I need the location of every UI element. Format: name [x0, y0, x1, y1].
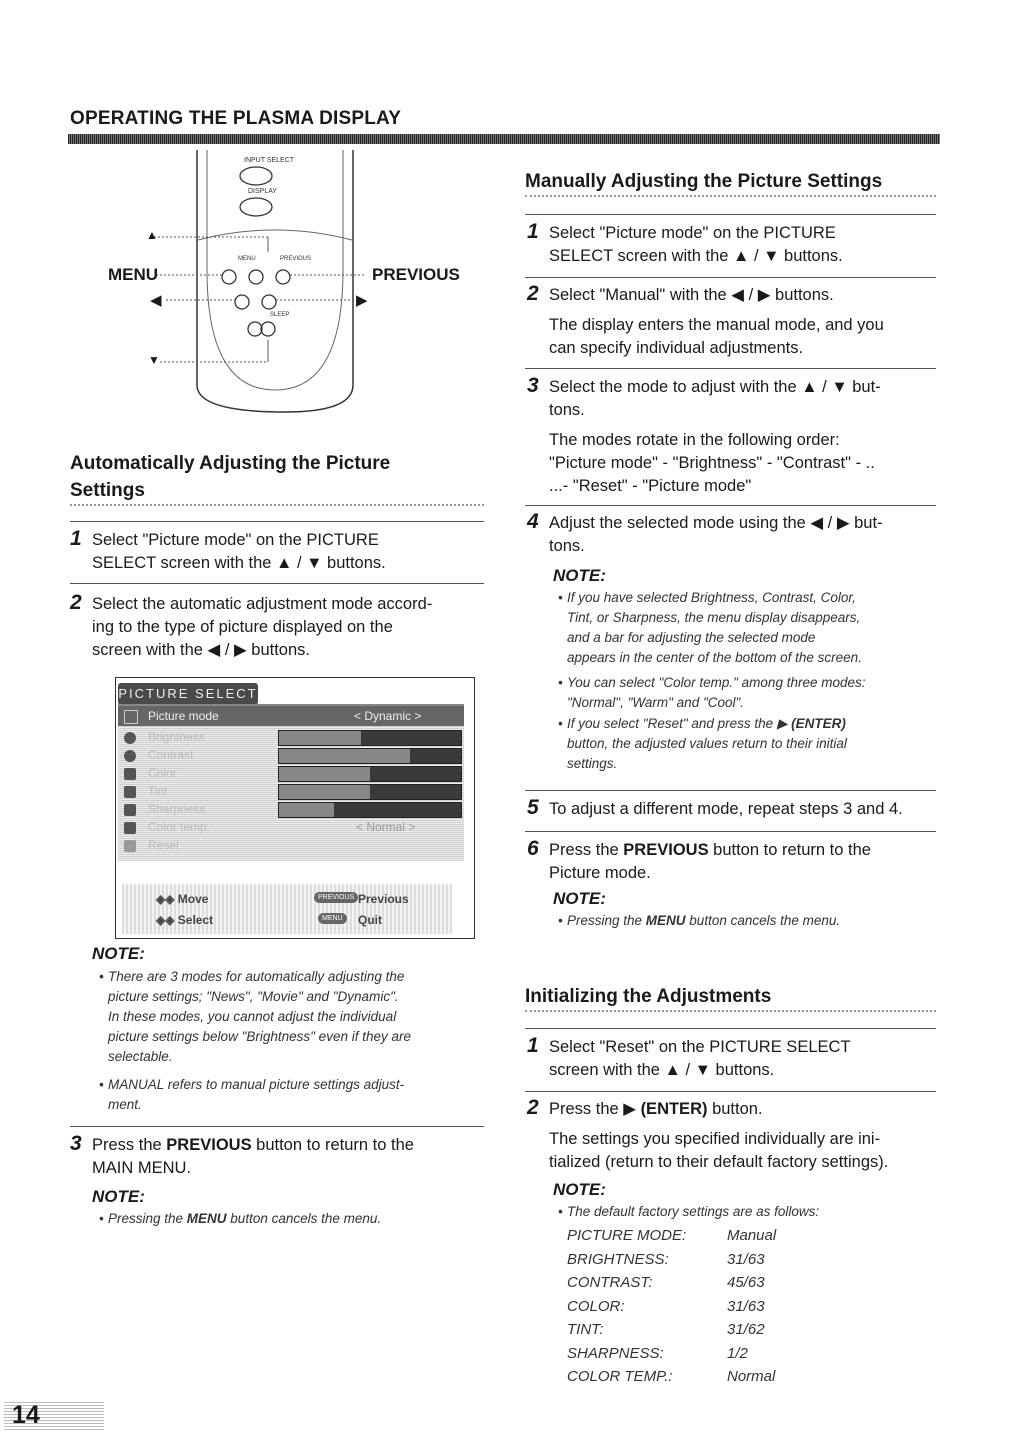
osd-row-color-temp: Color temp.: [148, 820, 211, 834]
note-line: Tint, or Sharpness, the menu display disappears,: [567, 610, 861, 625]
step-number: 2: [527, 1096, 539, 1119]
note-line: appears in the center of the bottom of the screen.: [567, 650, 862, 665]
arrow-up-icon: ▲: [146, 228, 158, 242]
auto-step-1: [70, 527, 484, 575]
setting-name: CONTRAST:: [567, 1274, 653, 1291]
manual-note-bullet-1: [558, 588, 939, 668]
quit-hint: Quit: [358, 913, 382, 927]
note-line: settings.: [567, 756, 618, 771]
step-text: Select "Reset" on the PICTURE SELECT: [549, 1038, 851, 1056]
osd-row-brightness: Brightness: [148, 730, 205, 744]
sharpness-icon: [124, 804, 136, 816]
arrow-left-icon: ◀: [150, 292, 162, 309]
setting-name: SHARPNESS:: [567, 1344, 664, 1362]
step-text: Select "Picture mode" on the PICTURE: [92, 531, 379, 549]
init-step-1: [527, 1034, 936, 1082]
sharpness-fill: [279, 803, 334, 817]
auto-title-line2-text: Settings: [70, 480, 145, 501]
osd-row-value: < Dynamic >: [354, 709, 422, 723]
select-hint-text: Select: [177, 913, 214, 927]
setting-name: TINT:: [567, 1321, 604, 1338]
step-number: 3: [70, 1132, 82, 1155]
init-step-2: [527, 1096, 936, 1174]
step-number: 5: [527, 796, 539, 819]
osd-row-picture-mode: [118, 706, 464, 726]
step-number: 1: [527, 1034, 539, 1057]
note-line: ment.: [108, 1097, 142, 1112]
note-line: picture settings; "News", "Movie" and "Dynamic".: [108, 989, 399, 1004]
menu-callout: MENU: [108, 265, 159, 284]
default-row: [567, 1248, 937, 1272]
brightness-bar: [278, 730, 462, 746]
step-text: Select "Manual" with the ◀ / ▶ buttons.: [549, 286, 834, 304]
init-step2-rule: [525, 1091, 936, 1092]
page-header: OPERATING THE PLASMA DISPLAY: [70, 108, 402, 129]
step-text-pre: Press the: [92, 1136, 167, 1154]
step-text: tons.: [549, 537, 585, 555]
step-text: tons.: [549, 401, 585, 419]
previous-hint: Previous: [358, 892, 409, 906]
manual-title-text: Manually Adjusting the Picture Settings: [525, 171, 883, 192]
manual-step-3: [527, 374, 936, 498]
step-text: tialized (return to their default factory settings).: [549, 1153, 889, 1171]
auto-step-3: [70, 1132, 484, 1180]
setting-name: PICTURE MODE:: [567, 1227, 687, 1244]
step-text: Select "Picture mode" on the PICTURE: [549, 224, 836, 242]
default-settings-table: [567, 1224, 937, 1390]
setting-value: 1/2: [727, 1344, 748, 1362]
step-text: [549, 839, 936, 862]
note-post: button cancels the menu.: [685, 913, 841, 928]
setting-name: COLOR TEMP.:: [567, 1368, 673, 1385]
step-number: 2: [70, 591, 82, 614]
manual-title-line: [525, 168, 936, 197]
step-number: 2: [527, 282, 539, 305]
enter-keyword: (ENTER): [791, 716, 846, 731]
remote-illustration: [60, 150, 480, 420]
manual-note-bullet-2: [558, 673, 939, 713]
note-line: You can select "Color temp." among three modes:: [567, 675, 866, 690]
bullet: •: [558, 590, 563, 605]
manual-step-4: [527, 510, 936, 558]
bullet: •: [558, 716, 563, 731]
color-icon: [124, 768, 136, 780]
reset-icon: [124, 840, 136, 852]
auto3-note: [99, 1209, 484, 1229]
osd-row-value: < Normal >: [356, 820, 416, 834]
note-line: The default factory settings are as follows:: [567, 1204, 820, 1219]
manual-section-title: [525, 168, 936, 197]
init-title-line: [525, 983, 936, 1012]
setting-value: Normal: [727, 1368, 776, 1385]
picture-select-screen: [115, 677, 475, 939]
step-text: The settings you specified individually are ini-: [549, 1130, 881, 1148]
manual-note2-heading: NOTE:: [553, 889, 606, 908]
step-text: To adjust a different mode, repeat steps 3 and 4.: [549, 800, 903, 818]
step-text-post: button to return to the: [708, 841, 871, 859]
color-fill: [279, 767, 370, 781]
bullet: •: [99, 1077, 104, 1092]
auto-step3-rule: [70, 1126, 484, 1127]
step-text: [549, 1098, 936, 1121]
previous-small-label: PREVIOUS: [280, 256, 312, 262]
default-row: [567, 1295, 937, 1319]
note-line: There are 3 modes for automatically adjusting the: [108, 969, 405, 984]
osd-row-color: Color: [148, 766, 177, 780]
manual-step2-rule: [525, 277, 936, 278]
osd-row-contrast: Contrast: [148, 748, 194, 762]
tint-icon: [124, 786, 136, 798]
note-line: [567, 714, 939, 734]
display-label: DISPLAY: [248, 188, 278, 195]
move-hint-text: Move: [177, 892, 209, 906]
previous-keyword: PREVIOUS: [623, 841, 709, 859]
step-text-pre: Press the ▶: [549, 1100, 641, 1118]
init-title-text: Initializing the Adjustments: [525, 986, 772, 1007]
manual-step-6: [527, 837, 936, 885]
step-text: [92, 1134, 484, 1157]
default-row: [567, 1342, 937, 1366]
step-text: Picture mode.: [549, 864, 651, 882]
bullet: •: [99, 1211, 104, 1226]
note-pre: Pressing the: [108, 1211, 187, 1226]
init-section-title: [525, 983, 936, 1012]
note-line: selectable.: [108, 1049, 173, 1064]
picture-mode-icon: [124, 710, 138, 724]
osd-row-tint: Tint: [148, 784, 168, 798]
osd-row-reset: Reset: [148, 838, 180, 852]
step-text: screen with the ◀ / ▶ buttons.: [92, 641, 310, 659]
auto-section-title: [70, 450, 484, 506]
bullet: •: [558, 1204, 563, 1219]
step-text: SELECT screen with the ▲ / ▼ buttons.: [92, 554, 386, 572]
step-text: ing to the type of picture displayed on the: [92, 618, 393, 636]
header-rule: [68, 134, 940, 144]
step-text: SELECT screen with the ▲ / ▼ buttons.: [549, 247, 843, 265]
note-pre: Pressing the: [567, 913, 646, 928]
enter-keyword: (ENTER): [640, 1100, 708, 1118]
auto-note-bullet-2: [99, 1075, 484, 1115]
previous-callout: PREVIOUS: [372, 265, 460, 284]
step-number: 1: [70, 527, 82, 550]
note-line: "Normal", "Warm" and "Cool".: [567, 695, 745, 710]
step-text: ...- "Reset" - "Picture mode": [549, 477, 752, 495]
note-line: In these modes, you cannot adjust the individual: [108, 1009, 397, 1024]
step-text: The modes rotate in the following order:: [549, 431, 840, 449]
manual-note-bullet-3: [558, 714, 939, 774]
manual-note2: [558, 911, 939, 931]
previous-keyword: PREVIOUS: [166, 1136, 252, 1154]
manual-step1-rule: [525, 214, 936, 215]
step-number: 1: [527, 220, 539, 243]
bullet: •: [558, 913, 563, 928]
select-hint: ◈◈ Select: [156, 913, 214, 927]
step-text: "Picture mode" - "Brightness" - "Contrast" - ..: [549, 454, 875, 472]
manual-step-5: [527, 796, 936, 821]
default-row: [567, 1318, 937, 1342]
auto-note-heading: NOTE:: [92, 944, 145, 963]
step-text-post: button to return to the: [251, 1136, 414, 1154]
manual-step5-rule: [525, 790, 936, 791]
manual-step4-rule: [525, 505, 936, 506]
contrast-fill: [279, 749, 410, 763]
move-hint: ◈◈ Move: [156, 892, 209, 906]
step-text: can specify individual adjustments.: [549, 339, 804, 357]
setting-name: BRIGHTNESS:: [567, 1250, 669, 1268]
auto-step-2: [70, 591, 484, 662]
step-number: 3: [527, 374, 539, 397]
bullet: •: [558, 675, 563, 690]
setting-value: 31/63: [727, 1250, 765, 1268]
brightness-fill: [279, 731, 361, 745]
step-text: MAIN MENU.: [92, 1159, 191, 1177]
step-text-post: button.: [707, 1100, 763, 1118]
auto-title-line2: [70, 477, 484, 506]
default-row: [567, 1271, 937, 1295]
osd-row-sharpness: Sharpness: [148, 802, 206, 816]
manual-step-2: [527, 282, 936, 360]
note-line: button, the adjusted values return to their initial: [567, 736, 847, 751]
osd-panel: [118, 704, 464, 861]
bullet: •: [99, 969, 104, 984]
manual-step3-rule: [525, 368, 936, 369]
sharpness-bar: [278, 802, 462, 818]
auto-note-bullet-1: [99, 967, 484, 1067]
contrast-bar: [278, 748, 462, 764]
input-select-label: INPUT SELECT: [244, 157, 295, 164]
setting-name: COLOR:: [567, 1297, 625, 1315]
step-number: 4: [527, 510, 539, 533]
note-post: button cancels the menu.: [226, 1211, 382, 1226]
setting-value: 31/63: [727, 1297, 765, 1315]
contrast-icon: [124, 750, 136, 762]
step-text: Adjust the selected mode using the ◀ / ▶ but-: [549, 514, 883, 532]
osd-title: PICTURE SELECT: [118, 683, 258, 705]
auto3-note-heading: NOTE:: [92, 1187, 145, 1206]
arrow-down-icon: ▼: [148, 353, 160, 367]
default-row: [567, 1365, 937, 1389]
previous-key-icon: PREVIOUS: [314, 892, 358, 903]
auto-step1-rule: [70, 521, 484, 522]
manual-step-1: [527, 220, 936, 268]
setting-value: 45/63: [727, 1274, 765, 1291]
step-text-pre: Press the: [549, 841, 624, 859]
step-number: 6: [527, 837, 539, 860]
note-line: If you have selected Brightness, Contrast, Color,: [567, 590, 856, 605]
manual-note-heading: NOTE:: [553, 566, 606, 585]
auto-title-line1: Automatically Adjusting the Picture: [70, 453, 391, 474]
step-text: The display enters the manual mode, and you: [549, 316, 884, 334]
tint-bar: [278, 784, 462, 800]
color-temp-icon: [124, 822, 136, 834]
menu-keyword: MENU: [645, 913, 686, 928]
note-line: and a bar for adjusting the selected mode: [567, 630, 816, 645]
page-number: 14: [12, 1401, 40, 1429]
brightness-icon: [124, 732, 136, 744]
tint-fill: [279, 785, 370, 799]
sleep-label: SLEEP: [270, 312, 290, 318]
menu-key-icon: MENU: [318, 913, 347, 924]
color-bar: [278, 766, 462, 782]
default-row: [567, 1224, 937, 1248]
note-line: MANUAL refers to manual picture settings adjust-: [108, 1077, 405, 1092]
auto-step2-rule: [70, 583, 484, 584]
init-note-intro: [558, 1202, 939, 1222]
step-text: screen with the ▲ / ▼ buttons.: [549, 1061, 775, 1079]
arrow-right-icon: ▶: [356, 292, 368, 309]
setting-value: Manual: [727, 1227, 777, 1244]
osd-row-label: Picture mode: [148, 709, 219, 723]
menu-small-label: MENU: [238, 256, 256, 262]
menu-keyword: MENU: [186, 1211, 227, 1226]
init-step1-rule: [525, 1028, 936, 1029]
step-text: Select the mode to adjust with the ▲ / ▼ but-: [549, 378, 881, 396]
init-note-heading: NOTE:: [553, 1180, 606, 1199]
manual-step6-rule: [525, 831, 936, 832]
note-line: picture settings below "Brightness" even if they are: [108, 1029, 411, 1044]
osd-footer: [122, 884, 452, 934]
setting-value: 31/62: [727, 1321, 765, 1338]
note-pre: If you select "Reset" and press the ▶: [567, 716, 792, 731]
step-text: Select the automatic adjustment mode accord-: [92, 595, 433, 613]
